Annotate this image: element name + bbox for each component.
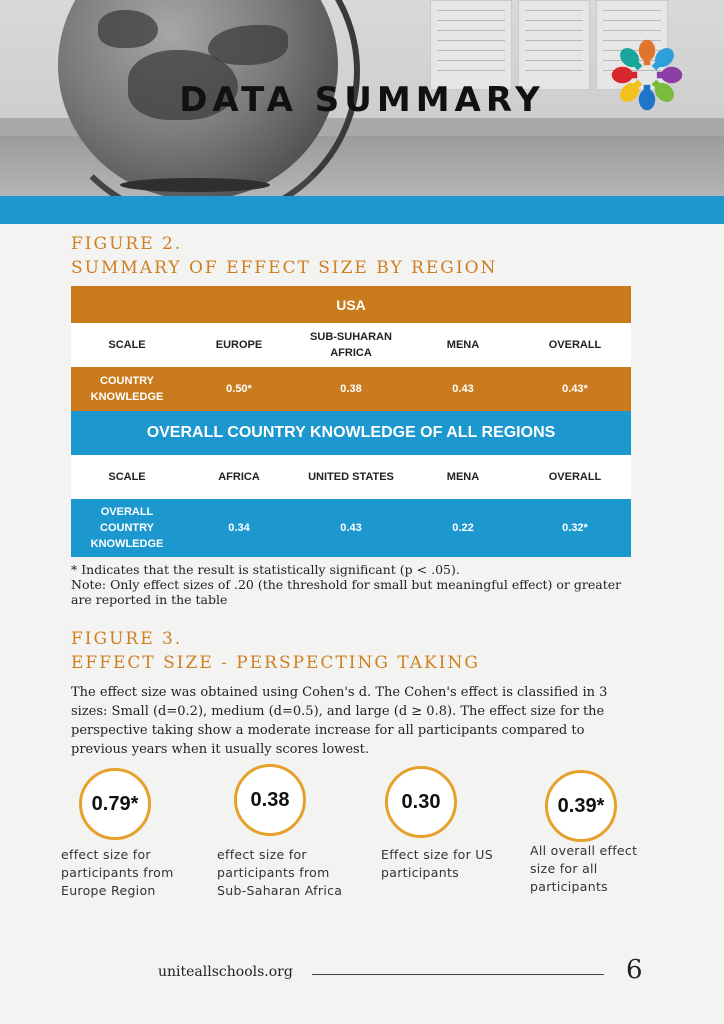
table-header-cell: EUROPE [215,339,263,351]
stat-circle: 0.30 [385,766,457,838]
table-cell: 0.34 [228,522,250,534]
footer-website-link[interactable]: uniteallschools.org [158,964,293,980]
table-header-cell: SCALE [108,339,146,351]
stat-circle: 0.38 [234,764,306,836]
table-band-usa: USA [71,286,631,323]
figure2-title: SUMMARY OF EFFECT SIZE BY REGION [71,258,498,278]
figure3-description: The effect size was obtained using Cohen's d. The Cohen's effect is classified in 3 sizes: Small (d=0.2), medium (d=0.5), and large (d ≥ 0.8). The effect size for the perspective taking show a moderate increase for all participants compared to previous years when it usually scores lowest. [71,685,608,757]
table-header-row [71,455,631,499]
table-cell: 0.43 [452,383,474,395]
table-footnote [71,562,631,607]
table-cell: 0.43* [562,383,588,395]
table-header-cell: MENA [446,339,480,351]
header-accent-bar [0,196,724,224]
table-header-cell: OVERALL [548,339,602,351]
table-header-cell: SCALE [108,471,146,483]
stat-circle: 0.79* [79,768,151,840]
page-number: 6 [626,955,643,985]
wall-poster [518,0,590,90]
effect-size-table [71,286,631,557]
figure2-heading [71,232,497,280]
threshold-note: Note: Only effect sizes of .20 (the threshold for small but meaningful effect) or greater are reported in the table [71,577,622,607]
stat-label: effect size for participants from Europe Region [61,847,174,898]
stat-label: Effect size for US participants [381,847,493,880]
stat-label: effect size for participants from Sub-Saharan Africa [217,847,343,898]
table-cell: COUNTRY KNOWLEDGE [90,375,164,403]
page-title: DATA SUMMARY [179,80,545,120]
table-cell: OVERALL COUNTRY KNOWLEDGE [90,506,164,550]
table-band-all-regions: OVERALL COUNTRY KNOWLEDGE OF ALL REGIONS [71,411,631,455]
stat-label: All overall effect size for all participants [530,843,638,894]
table-header-cell: MENA [446,471,480,483]
header-photo [0,0,724,196]
stat-circle: 0.39* [545,770,617,842]
table-cell: 0.50* [226,383,252,395]
table-cell: 0.22 [452,522,474,534]
table-row [71,367,631,411]
table-header-cell: AFRICA [218,471,260,483]
table-cell: 0.43 [340,522,362,534]
table-header-row [71,323,631,367]
table-header-cell: UNITED STATES [308,471,394,483]
hands-circle-logo [606,34,688,116]
table-header-cell: OVERALL [548,471,602,483]
footer-divider [312,974,604,975]
figure2-number: FIGURE 2. [71,234,183,254]
table-cell: 0.38 [340,383,362,395]
wall-poster [430,0,512,90]
table-cell: 0.32* [562,522,588,534]
figure3-number: FIGURE 3. [71,629,183,649]
significance-note: * Indicates that the result is statistically significant (p < .05). [71,562,460,577]
table-header-cell: SUB-SUHARAN AFRICA [310,331,392,359]
figure3-heading [71,627,480,675]
table-row [71,499,631,557]
figure3-title: EFFECT SIZE - PERSPECTING TAKING [71,653,480,673]
